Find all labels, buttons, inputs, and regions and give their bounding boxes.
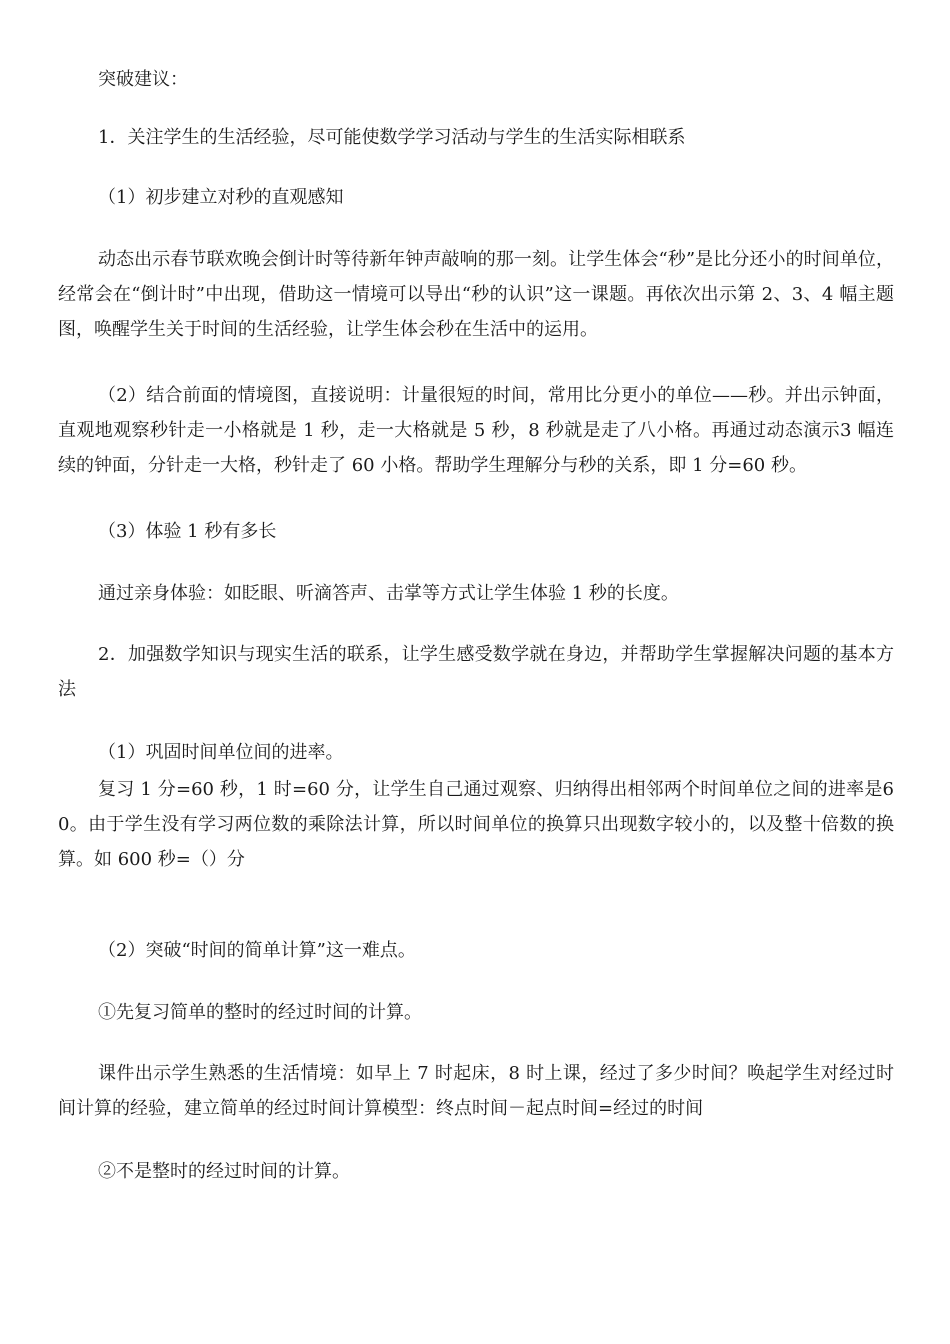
- section-heading: 突破建议：: [98, 69, 188, 90]
- step-2-heading: ②不是整时的经过时间的计算。: [98, 1161, 350, 1182]
- subpoint-1-3-heading: （3）体验 1 秒有多长: [98, 521, 277, 542]
- step-1-body: 课件出示学生熟悉的生活情境：如早上 7 时起床，8 时上课，经过了多少时间？唤起学生对经过时间计算的经验，建立简单的经过时间计算模型：终点时间－起点时间=经过的时间: [58, 1063, 894, 1119]
- point-1-heading: 1．关注学生的生活经验，尽可能使数学学习活动与学生的生活实际相联系: [98, 127, 686, 148]
- step-1-heading: ①先复习简单的整时的经过时间的计算。: [98, 1002, 422, 1023]
- subpoint-2-2-heading: （2）突破“时间的简单计算”这一难点。: [98, 940, 416, 961]
- subpoint-1-2-body: （2）结合前面的情境图，直接说明：计量很短的时间，常用比分更小的单位——秒。并出示钟面，直观地观察秒针走一小格就是 1 秒，走一大格就是 5 秒，8 秒就是走了八小格。再通过动态演示3 幅连续的钟面，分针走一大格，秒针走了 60 小格。帮助学生理解分与秒的关系，即 1 分=60 秒。: [58, 385, 894, 476]
- subpoint-1-1-heading: （1）初步建立对秒的直观感知: [98, 187, 344, 208]
- point-2-heading: 2．加强数学知识与现实生活的联系，让学生感受数学就在身边，并帮助学生掌握解决问题的基本方法: [58, 644, 894, 700]
- subpoint-2-1-body: 复习 1 分=60 秒，1 时=60 分，让学生自己通过观察、归纳得出相邻两个时间单位之间的进率是60。由于学生没有学习两位数的乘除法计算，所以时间单位的换算只出现数字较小的，以及整十倍数的换算。如 600 秒=（）分: [58, 779, 894, 870]
- subpoint-1-1-body: 动态出示春节联欢晚会倒计时等待新年钟声敲响的那一刻。让学生体会“秒”是比分还小的时间单位，经常会在“倒计时”中出现，借助这一情境可以导出“秒的认识”这一课题。再依次出示第 2、3、4 幅主题图，唤醒学生关于时间的生活经验，让学生体会秒在生活中的运用。: [58, 249, 894, 340]
- subpoint-2-1-heading: （1）巩固时间单位间的进率。: [98, 742, 344, 763]
- subpoint-1-3-body: 通过亲身体验：如眨眼、听滴答声、击掌等方式让学生体验 1 秒的长度。: [98, 583, 679, 604]
